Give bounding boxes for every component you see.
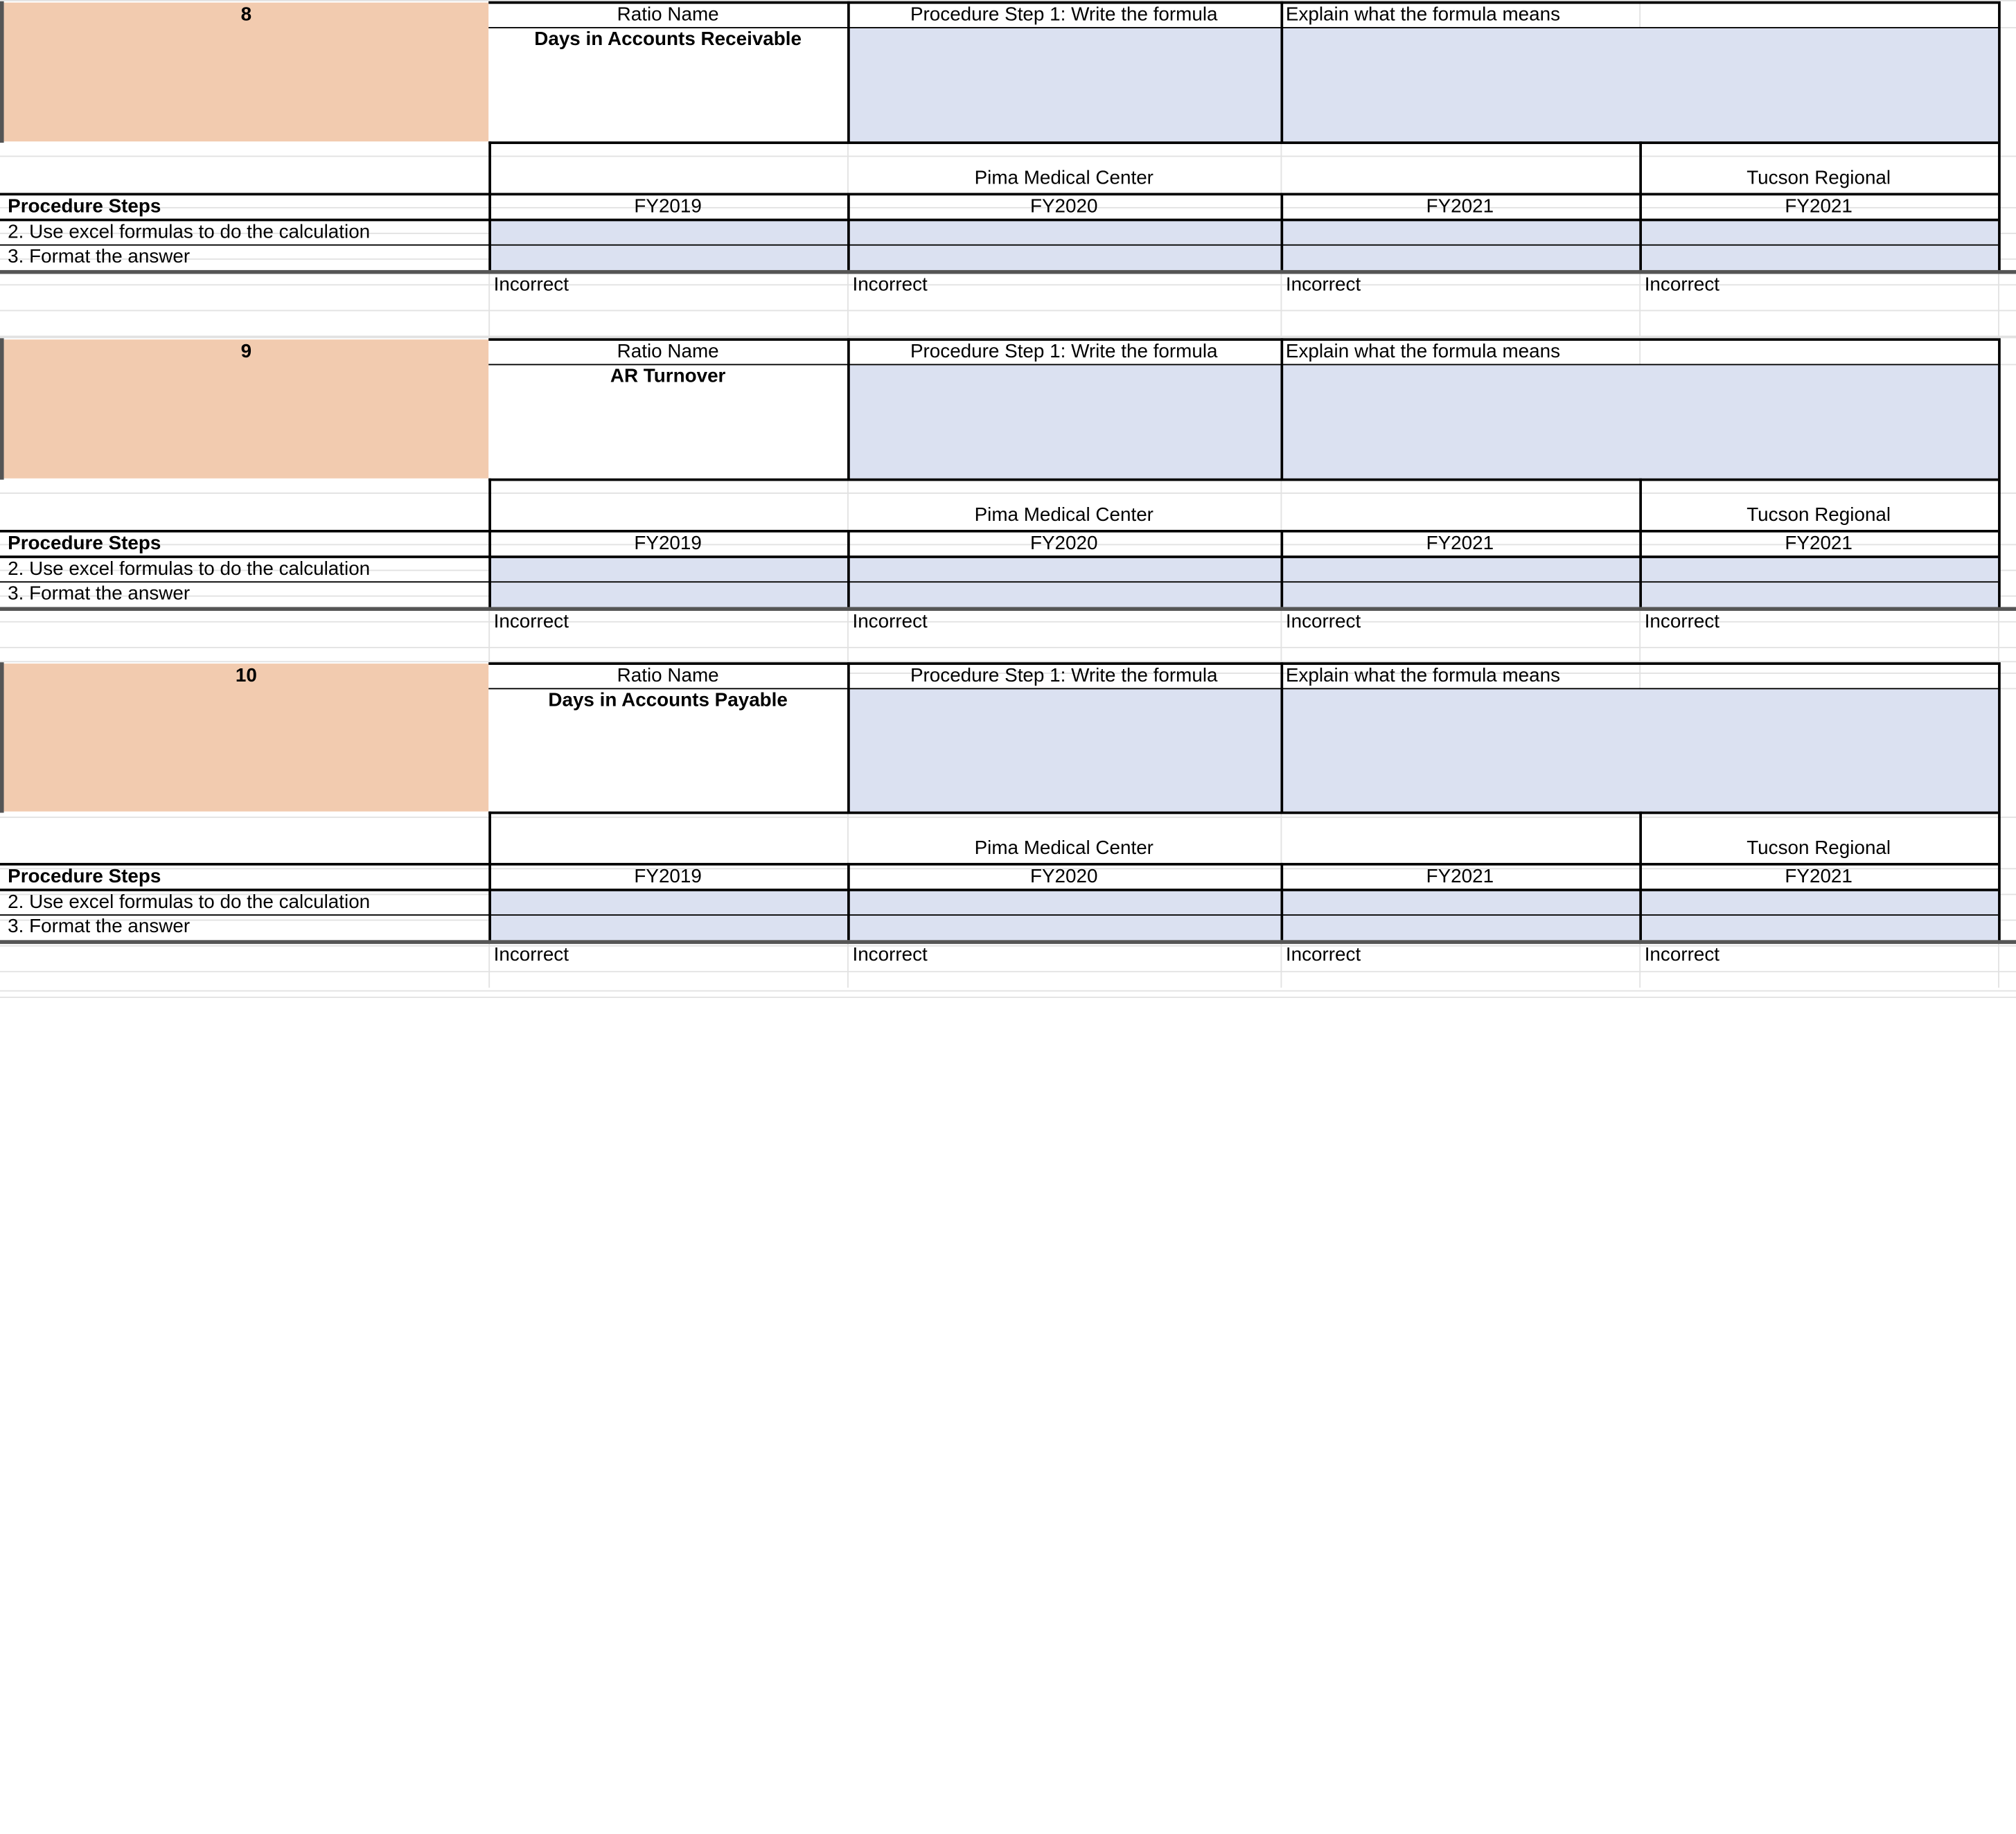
top-block-bottom-border xyxy=(488,479,1998,481)
year-header: FY2021 xyxy=(1426,865,1494,888)
ratio-name-header: Ratio Name xyxy=(617,3,719,26)
year-header: FY2021 xyxy=(1785,865,1853,888)
formula-input-cell[interactable] xyxy=(849,28,1281,141)
explanation-input-cell[interactable] xyxy=(1282,689,1998,811)
format-input-cell[interactable] xyxy=(849,582,1281,607)
format-input-cell[interactable] xyxy=(1641,246,1998,270)
calculation-input-cell[interactable] xyxy=(1641,890,1998,914)
entity-header-tucson: Tucson Regional xyxy=(1747,504,1891,526)
format-input-cell[interactable] xyxy=(1641,582,1998,607)
ratio-name-header: Ratio Name xyxy=(617,664,719,687)
explain-header: Explain what the formula means xyxy=(1285,341,1561,363)
entity-header-tucson: Tucson Regional xyxy=(1747,167,1891,189)
format-input-cell[interactable] xyxy=(849,916,1281,940)
calculation-input-cell[interactable] xyxy=(1282,220,1639,244)
status-text: Incorrect xyxy=(1644,274,1720,296)
status-text: Incorrect xyxy=(852,610,928,633)
explanation-input-cell[interactable] xyxy=(1282,28,1998,141)
explain-left-border xyxy=(1280,338,1282,479)
gridline-row xyxy=(0,492,2016,494)
calculation-input-cell[interactable] xyxy=(1641,220,1998,244)
status-text: Incorrect xyxy=(1285,610,1361,633)
calculation-input-cell[interactable] xyxy=(849,890,1281,914)
step2-label: 2. Use excel formulas to do the calculation xyxy=(8,558,371,580)
year-header: FY2019 xyxy=(634,195,702,217)
ratio-name-value: Days in Accounts Payable xyxy=(548,689,788,711)
format-input-cell[interactable] xyxy=(490,582,847,607)
years-bottom-border xyxy=(0,219,1998,221)
header-top-border xyxy=(488,1,1998,3)
gridline-row xyxy=(0,990,2016,992)
section-number: 9 xyxy=(240,341,252,363)
status-text: Incorrect xyxy=(1285,943,1361,966)
step3-label: 3. Format the answer xyxy=(8,582,191,605)
entity-header-pima: Pima Medical Center xyxy=(974,167,1153,189)
procedure-steps-label: Procedure Steps xyxy=(8,532,161,555)
year-header: FY2021 xyxy=(1426,195,1494,217)
explain-header: Explain what the formula means xyxy=(1285,664,1561,687)
procedure-steps-label: Procedure Steps xyxy=(8,865,161,888)
year-header: FY2019 xyxy=(634,865,702,888)
format-input-cell[interactable] xyxy=(1282,582,1639,607)
section-bottom-border xyxy=(0,607,2016,610)
status-text: Incorrect xyxy=(493,610,569,633)
year-header: FY2020 xyxy=(1029,195,1098,217)
ratio-name-header: Ratio Name xyxy=(617,341,719,363)
header-top-border xyxy=(488,662,1998,664)
explain-header: Explain what the formula means xyxy=(1285,3,1561,26)
formula-header: Procedure Step 1: Write the formula xyxy=(910,341,1218,363)
ratio-name-value: Days in Accounts Receivable xyxy=(534,28,802,51)
year-header: FY2021 xyxy=(1785,532,1853,555)
calculation-input-cell[interactable] xyxy=(490,220,847,244)
section-right-border xyxy=(1998,1,2001,273)
year-header: FY2020 xyxy=(1029,865,1098,888)
status-text: Incorrect xyxy=(493,943,569,966)
procedure-steps-label: Procedure Steps xyxy=(8,195,161,217)
formula-header: Procedure Step 1: Write the formula xyxy=(910,664,1218,687)
calculation-input-cell[interactable] xyxy=(849,220,1281,244)
top-block-bottom-border xyxy=(488,812,1998,814)
status-text: Incorrect xyxy=(852,274,928,296)
calculation-input-cell[interactable] xyxy=(1282,557,1639,581)
section-right-border xyxy=(1998,338,2001,609)
calculation-input-cell[interactable] xyxy=(490,890,847,914)
ratio-name-value: AR Turnover xyxy=(610,365,726,387)
format-input-cell[interactable] xyxy=(490,246,847,270)
status-text: Incorrect xyxy=(1644,610,1720,633)
status-text: Incorrect xyxy=(1285,274,1361,296)
step2-label: 2. Use excel formulas to do the calculation xyxy=(8,891,371,914)
year-header: FY2019 xyxy=(634,532,702,555)
year-header: FY2020 xyxy=(1029,532,1098,555)
years-bottom-border xyxy=(0,889,1998,891)
entity-header-pima: Pima Medical Center xyxy=(974,837,1153,860)
gridline-row xyxy=(0,817,2016,818)
explanation-input-cell[interactable] xyxy=(1282,365,1998,478)
calculation-input-cell[interactable] xyxy=(490,557,847,581)
step3-label: 3. Format the answer xyxy=(8,245,191,268)
year-header: FY2021 xyxy=(1785,195,1853,217)
year-header: FY2021 xyxy=(1426,532,1494,555)
step2-label: 2. Use excel formulas to do the calculation xyxy=(8,221,371,243)
entity-header-tucson: Tucson Regional xyxy=(1747,837,1891,860)
format-input-cell[interactable] xyxy=(849,246,1281,270)
status-text: Incorrect xyxy=(852,943,928,966)
header-top-border xyxy=(488,338,1998,340)
formula-input-cell[interactable] xyxy=(849,689,1281,811)
gridline-row xyxy=(0,310,2016,311)
format-input-cell[interactable] xyxy=(1282,916,1639,940)
format-input-cell[interactable] xyxy=(1282,246,1639,270)
section-number: 8 xyxy=(240,3,252,26)
status-text: Incorrect xyxy=(1644,943,1720,966)
section-number: 10 xyxy=(235,664,257,687)
formula-header: Procedure Step 1: Write the formula xyxy=(910,3,1218,26)
gridline-row xyxy=(0,971,2016,972)
entity-header-pima: Pima Medical Center xyxy=(974,504,1153,526)
format-input-cell[interactable] xyxy=(1641,916,1998,940)
section-bottom-border xyxy=(0,270,2016,274)
gridline-row xyxy=(0,156,2016,157)
section-right-border xyxy=(1998,662,2001,943)
explain-left-border xyxy=(1280,1,1282,143)
gridline-row xyxy=(0,997,2016,998)
calculation-input-cell[interactable] xyxy=(1641,557,1998,581)
top-block-bottom-border xyxy=(488,141,1998,144)
calculation-input-cell[interactable] xyxy=(849,557,1281,581)
calculation-input-cell[interactable] xyxy=(1282,890,1639,914)
format-input-cell[interactable] xyxy=(490,916,847,940)
years-bottom-border xyxy=(0,555,1998,558)
gridline-row xyxy=(0,647,2016,648)
section-bottom-border xyxy=(0,940,2016,943)
formula-input-cell[interactable] xyxy=(849,365,1281,478)
step3-label: 3. Format the answer xyxy=(8,916,191,938)
status-text: Incorrect xyxy=(493,274,569,296)
explain-left-border xyxy=(1280,662,1282,812)
